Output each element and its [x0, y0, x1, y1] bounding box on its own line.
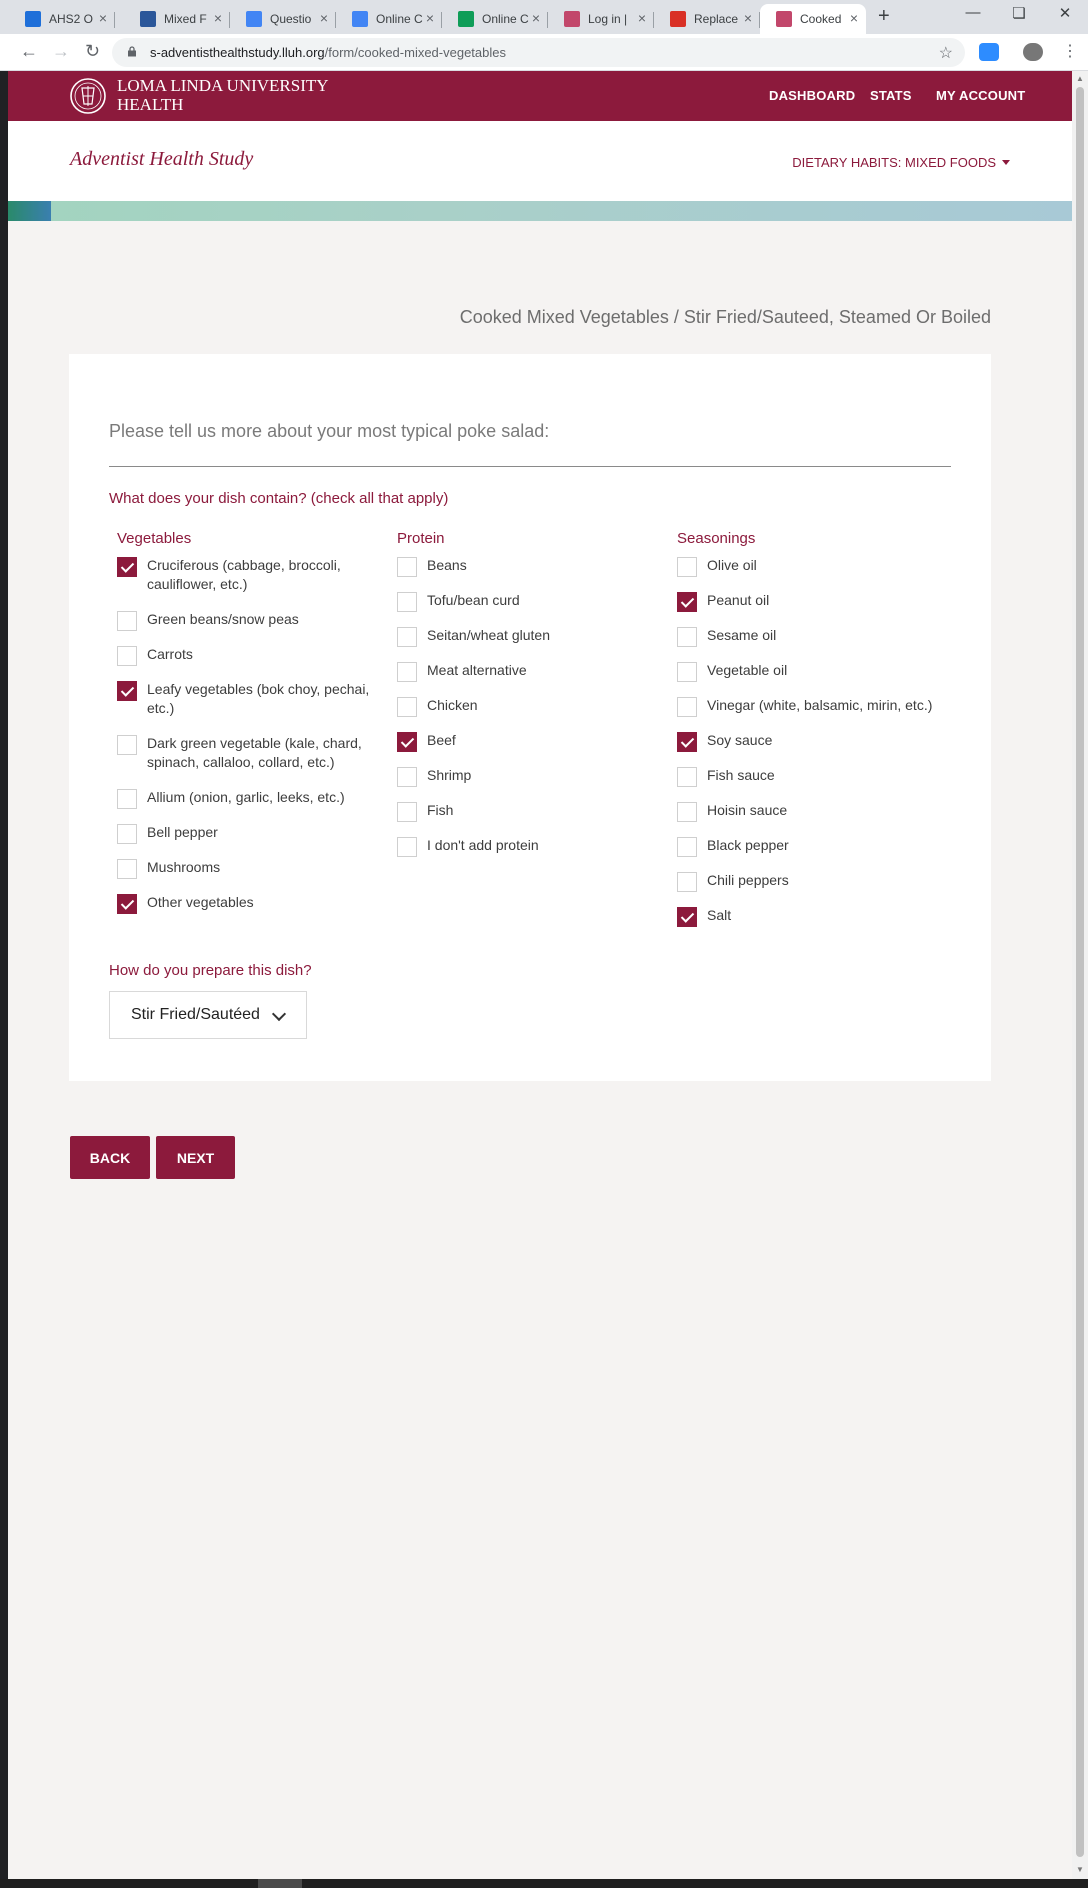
checkbox-option[interactable]: [677, 661, 947, 680]
checkbox-unchecked[interactable]: [677, 627, 697, 647]
google-docs-icon: [246, 11, 262, 27]
checkbox-option[interactable]: [117, 645, 387, 664]
checkbox-option[interactable]: [117, 823, 387, 842]
contents-prompt: What does your dish contain? (check all that apply): [109, 490, 449, 507]
checkbox-label: Bell pepper: [147, 824, 218, 840]
checkbox-option[interactable]: [117, 556, 387, 594]
checkbox-option[interactable]: [677, 556, 947, 575]
column-title: Seasonings: [677, 530, 756, 547]
browser-tab-label: Online C: [482, 12, 529, 26]
checkbox-label: Beans: [427, 557, 467, 573]
checkbox-option[interactable]: [677, 836, 947, 855]
page-scrollbar[interactable]: [1072, 71, 1088, 1879]
gmail-icon: [670, 11, 686, 27]
scrollbar-thumb[interactable]: [1076, 87, 1084, 1857]
section-menu-label: DIETARY HABITS: MIXED FOODS: [792, 155, 996, 170]
decorative-gradient-bar: [8, 201, 1072, 221]
checkbox-checked[interactable]: [677, 592, 697, 612]
browser-tab[interactable]: [124, 4, 230, 34]
checkbox-label: Beef: [427, 732, 456, 748]
checkbox-label: Meat alternative: [427, 662, 527, 678]
close-tab-icon[interactable]: ×: [98, 10, 107, 26]
browser-tab[interactable]: [230, 4, 336, 34]
browser-toolbar: [0, 34, 1088, 71]
checkbox-unchecked[interactable]: [117, 789, 137, 809]
checkbox-unchecked[interactable]: [117, 824, 137, 844]
close-tab-icon[interactable]: ×: [213, 10, 222, 26]
checkbox-unchecked[interactable]: [677, 662, 697, 682]
checkbox-unchecked[interactable]: [677, 767, 697, 787]
checkbox-unchecked[interactable]: [397, 837, 417, 857]
checkbox-label: Fish: [427, 802, 454, 818]
study-subheader: [8, 121, 1072, 201]
browser-tab-label: AHS2 O: [49, 12, 94, 26]
checkbox-label: Sesame oil: [707, 627, 777, 643]
checkbox-label: Other vegetables: [147, 894, 254, 910]
checkbox-label: Tofu/bean curd: [427, 592, 520, 608]
checkbox-label: Cruciferous (cabbage, broccoli, cauliflower, etc.): [147, 557, 341, 592]
checkbox-unchecked[interactable]: [677, 802, 697, 822]
checkbox-option[interactable]: [397, 836, 667, 855]
close-tab-icon[interactable]: ×: [531, 10, 540, 26]
bookmark-star-icon[interactable]: ☆: [938, 45, 953, 62]
preparation-select-value: Stir Fried/Sautéed: [131, 1006, 260, 1023]
checkbox-option[interactable]: [117, 893, 387, 912]
browser-tab-label: Replace: [694, 12, 739, 26]
new-tab-button[interactable]: +: [878, 5, 890, 27]
checkbox-unchecked[interactable]: [397, 557, 417, 577]
back-button[interactable]: BACK: [70, 1136, 150, 1179]
browser-tab-strip: [0, 0, 1088, 34]
checkbox-label: Carrots: [147, 646, 193, 662]
checkbox-checked[interactable]: [117, 557, 137, 577]
checkbox-option[interactable]: [677, 801, 947, 820]
checkbox-unchecked[interactable]: [117, 859, 137, 879]
checkbox-option[interactable]: [397, 626, 667, 645]
checkbox-label: I don't add protein: [427, 837, 539, 853]
column-title: Protein: [397, 530, 445, 547]
checkbox-option[interactable]: [117, 788, 387, 807]
checkbox-label: Dark green vegetable (kale, chard, spinach, callaloo, collard, etc.): [147, 735, 362, 770]
checkbox-label: Soy sauce: [707, 732, 773, 748]
checkbox-option[interactable]: [397, 766, 667, 785]
close-tab-icon[interactable]: ×: [425, 10, 434, 26]
checkbox-label: Black pepper: [707, 837, 789, 853]
url-text: s-adventisthealthstudy.lluh.org/form/cooked-mixed-vegetables: [150, 45, 506, 60]
reload-icon[interactable]: ↻: [85, 41, 101, 61]
checkbox-checked[interactable]: [397, 732, 417, 752]
preparation-select[interactable]: [109, 991, 307, 1039]
checkbox-checked[interactable]: [677, 732, 697, 752]
lluh-seal-logo: [68, 76, 108, 116]
browser-tab-label: Cooked: [800, 12, 842, 26]
os-taskbar: [0, 1879, 1088, 1888]
checkbox-unchecked[interactable]: [397, 802, 417, 822]
lluh-favicon: [776, 11, 792, 27]
checkbox-label: Olive oil: [707, 557, 757, 573]
browser-tab-label: Online C: [376, 12, 423, 26]
checkbox-unchecked[interactable]: [397, 592, 417, 612]
checkbox-option[interactable]: [397, 731, 667, 750]
browser-tab-label: Questio: [270, 12, 312, 26]
checkbox-option[interactable]: [677, 766, 947, 785]
checkbox-option[interactable]: [117, 610, 387, 629]
checkbox-checked[interactable]: [117, 681, 137, 701]
browser-tab-label: Mixed F: [164, 12, 207, 26]
close-tab-icon[interactable]: ×: [637, 10, 646, 26]
address-bar[interactable]: [112, 38, 965, 67]
checkbox-option[interactable]: [677, 591, 947, 610]
checkbox-option[interactable]: [677, 906, 947, 925]
checkbox-checked[interactable]: [117, 894, 137, 914]
nav-dashboard[interactable]: DASHBOARD: [769, 88, 856, 103]
checkbox-label: Chicken: [427, 697, 478, 713]
checkbox-label: Green beans/snow peas: [147, 611, 299, 627]
checkbox-option[interactable]: [117, 680, 387, 718]
checkbox-unchecked[interactable]: [677, 557, 697, 577]
forward-arrow-icon[interactable]: →: [52, 41, 70, 61]
browser-menu-icon[interactable]: ⋮: [1062, 43, 1078, 60]
gradient-accent: [8, 201, 51, 221]
browser-tab-label: Log in |: [588, 12, 628, 26]
checkbox-option[interactable]: [397, 556, 667, 575]
checkbox-option[interactable]: [117, 734, 387, 772]
checkbox-option[interactable]: [117, 858, 387, 877]
vegetables-column: [117, 530, 387, 928]
browser-tab[interactable]: [654, 4, 760, 34]
question-card: [69, 354, 991, 1081]
question-title: Please tell us more about your most typical poke salad:: [109, 421, 550, 441]
google-sheets-icon: [458, 11, 474, 27]
column-title: Vegetables: [117, 530, 192, 547]
zoom-extension-icon[interactable]: [979, 43, 999, 61]
caret-down-icon: [1002, 160, 1010, 165]
checkbox-unchecked[interactable]: [117, 646, 137, 666]
back-arrow-icon[interactable]: ←: [20, 41, 38, 61]
taskbar-item[interactable]: [258, 1879, 302, 1888]
checkbox-label: Chili peppers: [707, 872, 789, 888]
checkbox-option[interactable]: [677, 731, 947, 750]
tab-separator: [114, 12, 115, 28]
section-menu-dropdown[interactable]: [792, 155, 1010, 170]
close-tab-icon[interactable]: ×: [743, 10, 752, 26]
page-viewport: [8, 71, 1072, 1879]
protein-column: [397, 530, 667, 871]
checkbox-option[interactable]: [397, 661, 667, 680]
org-name[interactable]: LOMA LINDA UNIVERSITY HEALTH: [117, 76, 329, 114]
checkbox-label: Fish sauce: [707, 767, 775, 783]
checkbox-unchecked[interactable]: [677, 872, 697, 892]
checkbox-label: Peanut oil: [707, 592, 770, 608]
close-tab-icon[interactable]: ×: [319, 10, 328, 26]
checkbox-option[interactable]: [677, 696, 947, 715]
restore-icon[interactable]: ❏: [1012, 5, 1026, 22]
scroll-down-icon[interactable]: ▼: [1076, 1865, 1084, 1874]
checkbox-label: Vegetable oil: [707, 662, 788, 678]
checkbox-unchecked[interactable]: [397, 697, 417, 717]
checkbox-label: Hoisin sauce: [707, 802, 788, 818]
checkbox-label: Allium (onion, garlic, leeks, etc.): [147, 789, 345, 805]
nav-my-account[interactable]: MY ACCOUNT: [936, 88, 1026, 103]
checkbox-unchecked[interactable]: [397, 767, 417, 787]
checkbox-label: Vinegar (white, balsamic, mirin, etc.): [707, 697, 933, 713]
preparation-label: How do you prepare this dish?: [109, 962, 312, 979]
checkbox-unchecked[interactable]: [397, 662, 417, 682]
close-window-icon[interactable]: ✕: [1058, 5, 1072, 22]
checkbox-label: Salt: [707, 907, 732, 923]
checkbox-option[interactable]: [397, 801, 667, 820]
close-tab-icon[interactable]: ×: [849, 10, 858, 26]
site-header: [8, 71, 1072, 121]
checkbox-label: Shrimp: [427, 767, 472, 783]
lluh-favicon: [564, 11, 580, 27]
browser-tab[interactable]: [760, 4, 866, 34]
nav-stats[interactable]: STATS: [870, 88, 912, 103]
divider: [109, 466, 951, 467]
profile-avatar[interactable]: [1023, 43, 1043, 61]
chevron-down-icon: [272, 1007, 286, 1021]
browser-tab[interactable]: [9, 4, 115, 34]
google-docs-icon: [352, 11, 368, 27]
checkbox-label: Mushrooms: [147, 859, 221, 875]
checkbox-unchecked[interactable]: [117, 611, 137, 631]
checkbox-option[interactable]: [397, 591, 667, 610]
onedrive-icon: [25, 11, 41, 27]
next-button[interactable]: NEXT: [156, 1136, 235, 1179]
checkbox-unchecked[interactable]: [677, 837, 697, 857]
seasonings-column: [677, 530, 947, 941]
browser-tab[interactable]: [548, 4, 654, 34]
checkbox-option[interactable]: [677, 871, 947, 890]
checkbox-label: Leafy vegetables (bok choy, pechai, etc.): [147, 681, 370, 716]
checkbox-option[interactable]: [677, 626, 947, 645]
word-icon: [140, 11, 156, 27]
browser-tab[interactable]: [442, 4, 548, 34]
lock-icon: [127, 46, 137, 57]
minimize-icon[interactable]: —: [965, 4, 981, 21]
checkbox-unchecked[interactable]: [397, 627, 417, 647]
checkbox-checked[interactable]: [677, 907, 697, 927]
checkbox-option[interactable]: [397, 696, 667, 715]
study-brand[interactable]: Adventist Health Study: [70, 148, 254, 170]
scroll-up-icon[interactable]: ▲: [1076, 74, 1084, 83]
checkbox-unchecked[interactable]: [677, 697, 697, 717]
page-title: Cooked Mixed Vegetables / Stir Fried/Sauteed, Steamed Or Boiled: [459, 307, 991, 327]
checkbox-unchecked[interactable]: [117, 735, 137, 755]
browser-tab[interactable]: [336, 4, 442, 34]
checkbox-label: Seitan/wheat gluten: [427, 627, 550, 643]
